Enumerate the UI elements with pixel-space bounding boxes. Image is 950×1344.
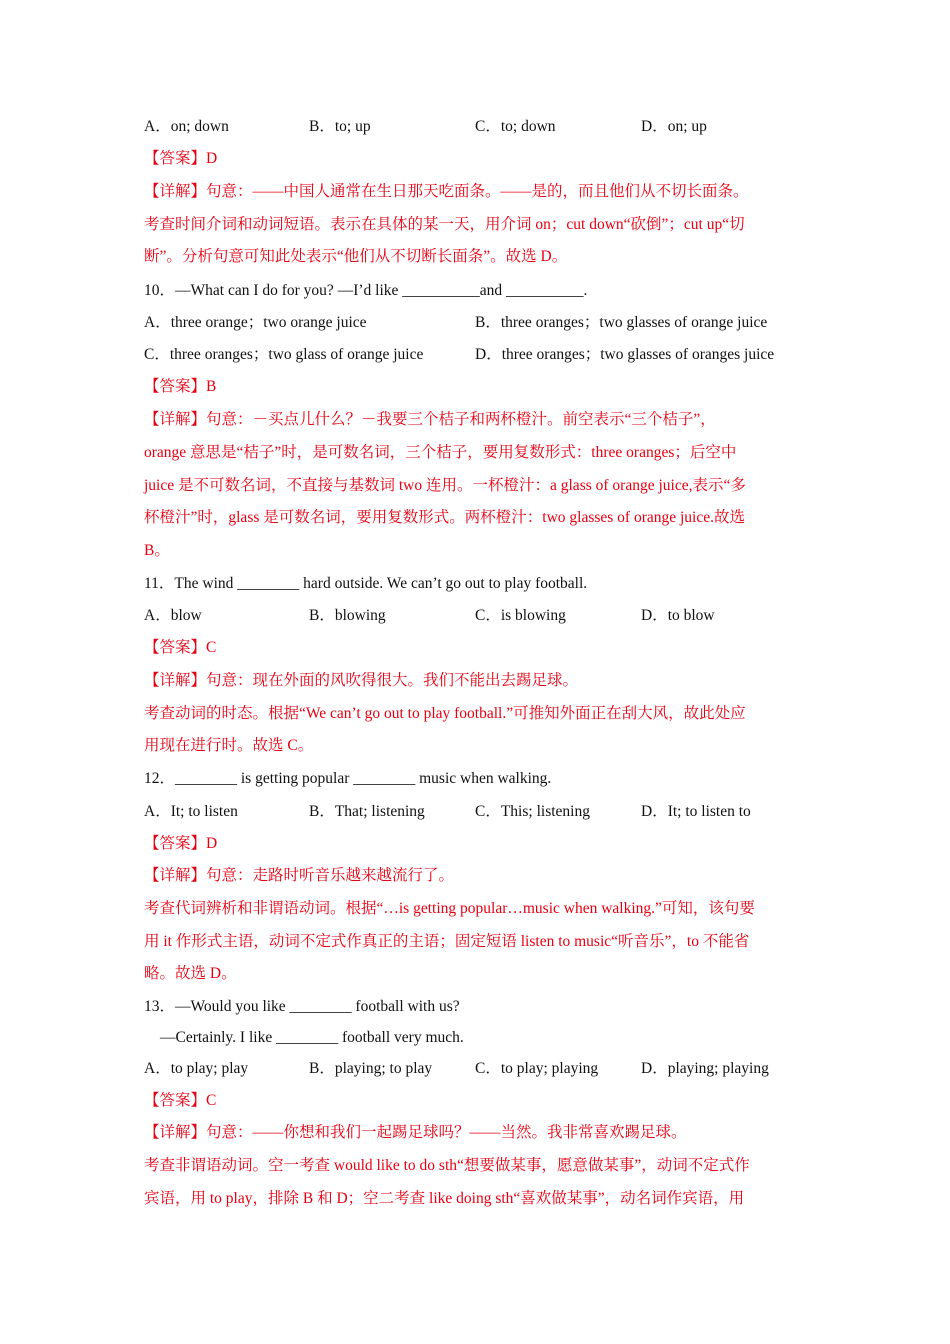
q12-detail-line: 用 it 作形式主语，动词不定式作真正的主语；固定短语 listen to music“听音乐”，to 不能省 — [144, 933, 750, 950]
q13-option-d: D．playing; playing — [641, 1060, 769, 1077]
q13-options — [144, 1059, 824, 1079]
q12-options — [144, 802, 824, 822]
q12-detail-line: 【详解】句意：走路时听音乐越来越流行了。 — [144, 867, 455, 884]
q13-detail-line: 【详解】句意：——你想和我们一起踢足球吗？——当然。我非常喜欢踢足球。 — [144, 1124, 687, 1141]
q10-option-d: D．three oranges；two glasses of oranges juice — [475, 346, 775, 363]
q13-detail-line: 考查非谓语动词。空一考查 would like to do sth“想要做某事，愿意做某事”，动词不定式作 — [144, 1157, 750, 1174]
q13-option-c: C．to play; playing — [475, 1060, 599, 1077]
q13-option-a: A．to play; play — [144, 1060, 249, 1077]
q10-detail-line: B。 — [144, 542, 170, 559]
q11-detail-line: 【详解】句意：现在外面的风吹得很大。我们不能出去踢足球。 — [144, 672, 579, 689]
q9-options — [144, 117, 824, 137]
q12-option-b: B．That; listening — [309, 803, 425, 820]
q12-option-d: D．It; to listen to — [641, 803, 751, 820]
q12-detail-line: 考查代词辨析和非谓语动词。根据“…is getting popular…music when walking.”可知，该句要 — [144, 900, 755, 917]
q10-detail-line: 杯橙汁”时，glass 是可数名词，要用复数形式。两杯橙汁：two glasses of orange juice.故选 — [144, 509, 745, 526]
q10-detail-line: orange 意思是“桔子”时，是可数名词，三个桔子，要用复数形式：three oranges；后空中 — [144, 444, 737, 461]
q12-option-a: A．It; to listen — [144, 803, 238, 820]
q12-stem: 12．________ is getting popular ________ music when walking. — [144, 770, 552, 787]
q12-answer: 【答案】D — [144, 835, 218, 852]
q10-option-b: B．three oranges；two glasses of orange juice — [475, 314, 768, 331]
q10-detail-line: juice 是不可数名词，不直接与基数词 two 连用。一杯橙汁：a glass of orange juice,表示“多 — [144, 477, 746, 494]
q11-detail-line: 用现在进行时。故选 C。 — [144, 737, 314, 754]
q11-stem: 11．The wind ________ hard outside. We can’t go out to play football. — [144, 575, 588, 592]
q11-answer: 【答案】C — [144, 639, 217, 656]
q9-detail-line: 考查时间介词和动词短语。表示在具体的某一天，用介词 on；cut down“砍倒”；cut up“切 — [144, 216, 745, 233]
q11-option-b: B．blowing — [309, 607, 386, 624]
q9-option-c: C．to; down — [475, 118, 556, 135]
q9-option-b: B．to; up — [309, 118, 371, 135]
q9-answer: 【答案】D — [144, 150, 218, 167]
q12-detail-line: 略。故选 D。 — [144, 965, 237, 982]
q11-detail-line: 考查动词的时态。根据“We can’t go out to play football.”可推知外面正在刮大风，故此处应 — [144, 705, 746, 722]
q13-answer: 【答案】C — [144, 1092, 217, 1109]
q10-option-c: C．three oranges；two glass of orange juice — [144, 346, 424, 363]
q13-option-b: B．playing; to play — [309, 1060, 433, 1077]
q10-options-row2 — [144, 345, 824, 365]
q11-option-c: C．is blowing — [475, 607, 566, 624]
q13-stem: 13．—Would you like ________ football with us? — [144, 998, 460, 1015]
q11-options — [144, 606, 824, 626]
q10-stem: 10．—What can I do for you? —I’d like __________and __________. — [144, 282, 588, 299]
q12-option-c: C．This; listening — [475, 803, 590, 820]
q11-option-d: D．to blow — [641, 607, 715, 624]
q11-option-a: A．blow — [144, 607, 202, 624]
q9-option-d: D．on; up — [641, 118, 707, 135]
q9-detail-line: 断”。分析句意可知此处表示“他们从不切断长面条”。故选 D。 — [144, 248, 568, 265]
q13-detail-line: 宾语，用 to play，排除 B 和 D；空二考查 like doing sth“喜欢做某事”，动名词作宾语，用 — [144, 1190, 745, 1207]
q13-stem-reply: —Certainly. I like ________ football very much. — [160, 1029, 464, 1046]
q10-detail-line: 【详解】句意：－买点儿什么？－我要三个桔子和两杯橙汁。前空表示“三个桔子”， — [144, 411, 716, 428]
q10-option-a: A．three orange；two orange juice — [144, 314, 367, 331]
q10-options-row1 — [144, 313, 824, 333]
q9-detail-line: 【详解】句意：——中国人通常在生日那天吃面条。——是的，而且他们从不切长面条。 — [144, 183, 749, 200]
q10-answer: 【答案】B — [144, 378, 217, 395]
q9-option-a: A．on; down — [144, 118, 229, 135]
